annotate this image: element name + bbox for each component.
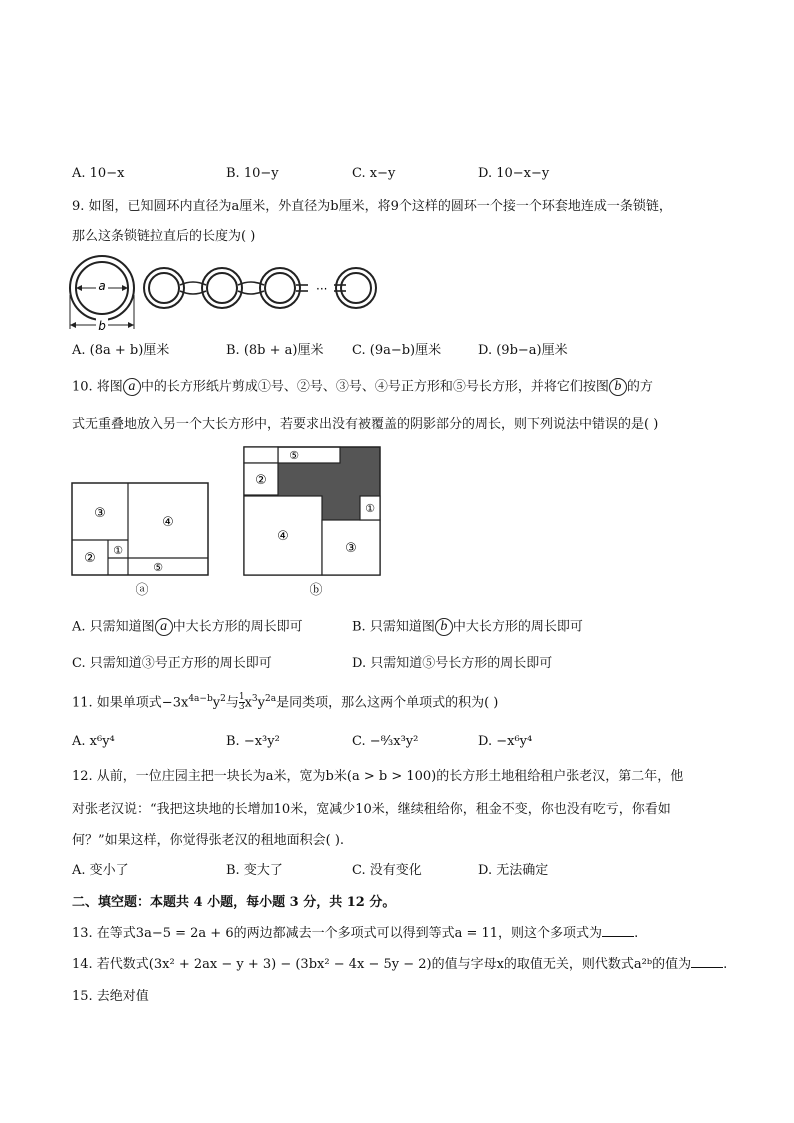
q12-line2: 对张老汉说：“我把这块地的长增加10米，宽减少10米，继续租给你，租金不变，你也没有吃亏，你看如 <box>72 802 671 817</box>
piece-1-label-b: ① <box>365 502 375 515</box>
figure-a-caption: ⓐ <box>135 583 149 598</box>
q12-option-a: A. 变小了 <box>72 863 129 878</box>
piece-4-label: ④ <box>162 515 174 530</box>
q10-option-b: B. 只需知道图 b 中大长方形的周长即可 <box>352 619 583 635</box>
q9-chain-figure <box>64 255 384 335</box>
q8-option-b: B. 10−y <box>226 166 279 181</box>
chain-ellipsis: ··· <box>316 282 328 296</box>
q12-option-b: B. 变大了 <box>226 863 283 878</box>
q11-option-c: C. −⁸⁄₃x³y² <box>352 734 419 749</box>
q12-line1: 12. 从前，一位庄园主把一块长为a米，宽为b米(a > b > 100)的长方形土地租给租户张老汉，第二年，他 <box>72 769 684 784</box>
fraction-one-third: $\frac{1}{3}$ <box>238 692 245 713</box>
q8-option-a: A. 10−x <box>72 166 125 181</box>
figure-a-marker: a <box>123 378 141 396</box>
q13-answer-blank <box>602 936 634 937</box>
q15-text: 15. 去绝对值 <box>72 989 149 1004</box>
piece-2-label-b: ② <box>255 473 267 488</box>
q10-text-line1: 10. 将图 a 中的长方形纸片剪成①号、②号、③号、④号正方形和⑤号长方形，并将它们按图 b 的方 <box>72 379 653 395</box>
figure-b-caption: ⓑ <box>309 583 323 598</box>
figure-b-marker-opt: b <box>435 618 453 636</box>
section-2-title: 二、填空题：本题共 4 小题，每小题 3 分，共 12 分。 <box>72 895 396 910</box>
figure-a-marker-opt: a <box>155 618 173 636</box>
piece-3-label: ③ <box>94 506 106 521</box>
q9-option-c: C. (9a−b)厘米 <box>352 343 442 358</box>
q9-option-d: D. (9b−a)厘米 <box>478 343 568 358</box>
outer-diameter-label: b <box>98 319 106 333</box>
piece-3-label-b: ③ <box>345 541 357 556</box>
q9-option-a: A. (8a + b)厘米 <box>72 343 170 358</box>
q12-option-c: C. 没有变化 <box>352 863 422 878</box>
q10-option-d: D. 只需知道⑤号长方形的周长即可 <box>352 656 553 671</box>
q11-option-a: A. x⁶y⁴ <box>72 734 115 749</box>
q9-text-line1: 9. 如图，已知圆环内直径为a厘米，外直径为b厘米，将9个这样的圆环一个接一个环套地连成一条锁链， <box>72 199 672 214</box>
q10-figure-b <box>242 444 384 600</box>
piece-4-label-b: ④ <box>277 529 289 544</box>
figure-b-marker: b <box>609 378 627 396</box>
q12-option-d: D. 无法确定 <box>478 863 549 878</box>
q12-line3: 何？”如果这样，你觉得张老汉的租地面积会( ). <box>72 833 345 848</box>
q10-option-a: A. 只需知道图 a 中大长方形的周长即可 <box>72 619 303 635</box>
q13-text: 13. 在等式3a−5 = 2a + 6的两边都减去一个多项式可以得到等式a = 11，则这个多项式为 . <box>72 926 639 941</box>
q10-figure-a <box>70 480 212 598</box>
q14-text: 14. 若代数式(3x² + 2ax − y + 3) − (3bx² − 4x − 5y − 2)的值与字母x的取值无关，则代数式a²ᵇ的值为 . <box>72 957 728 972</box>
q10-option-c: C. 只需知道③号正方形的周长即可 <box>72 656 272 671</box>
q11-option-d: D. −x⁶y⁴ <box>478 734 533 749</box>
q11-option-b: B. −x³y² <box>226 734 280 749</box>
q14-answer-blank <box>691 967 723 968</box>
q9-option-b: B. (8b + a)厘米 <box>226 343 324 358</box>
q11-text: 11. 如果单项式$-3x^{4a-b}y^2$与 $\frac{1}{3}$ $x^3y^{2a}$是同类项，那么这两个单项式的积为( ) <box>72 692 499 713</box>
piece-1-label: ① <box>113 544 123 557</box>
q9-text-line2: 那么这条锁链拉直后的长度为( ) <box>72 229 256 244</box>
inner-diameter-label: a <box>98 279 106 293</box>
q8-option-c: C. x−y <box>352 166 396 181</box>
piece-5-label-b: ⑤ <box>289 449 299 462</box>
piece-2-label: ② <box>84 551 96 566</box>
q10-text-line2: 式无重叠地放入另一个大长方形中，若要求出没有被覆盖的阴影部分的周长，则下列说法中错误的是( ) <box>72 417 659 432</box>
q8-option-d: D. 10−x−y <box>478 166 550 181</box>
piece-5-label: ⑤ <box>153 561 163 574</box>
